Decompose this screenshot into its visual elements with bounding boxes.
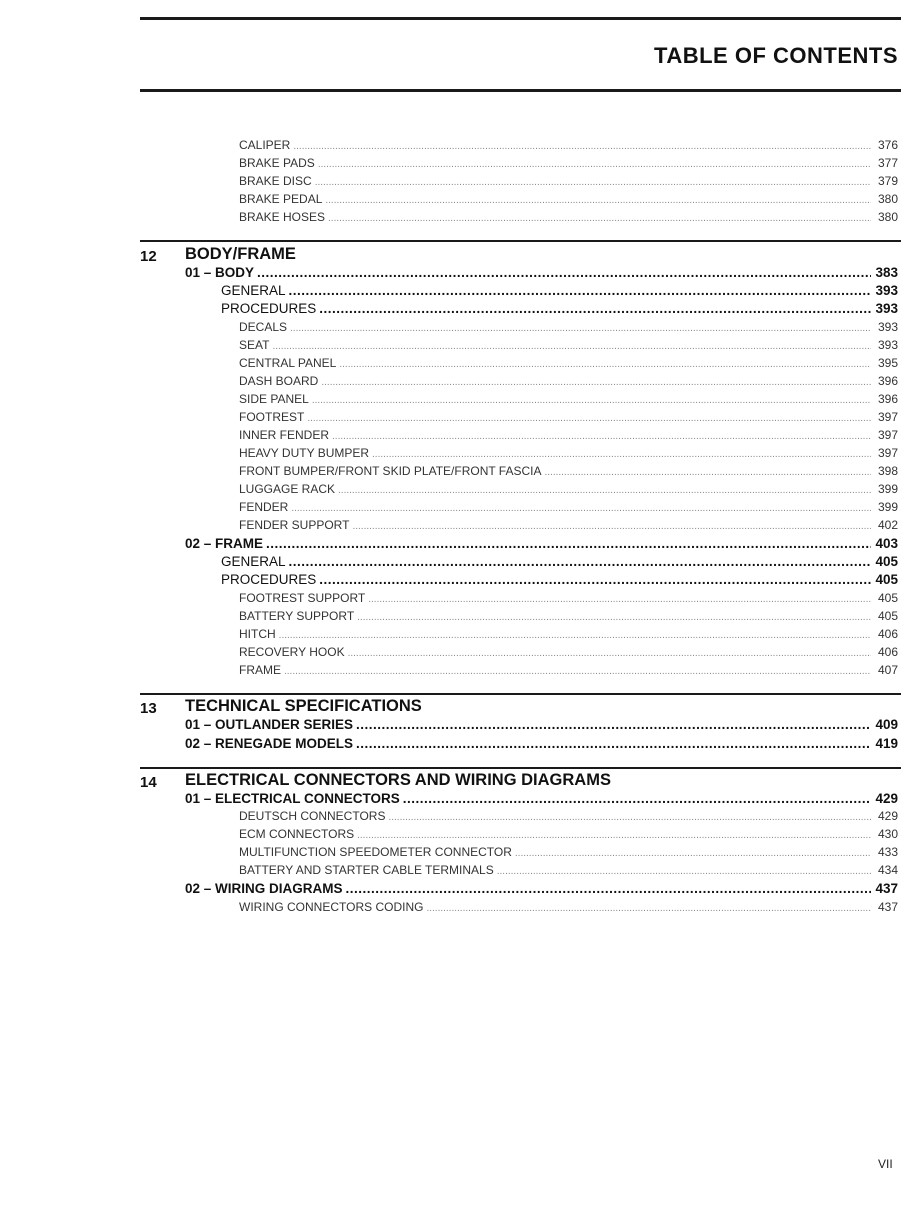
leader-dots	[515, 848, 871, 859]
toc-entry-page: 433	[877, 845, 898, 859]
toc-entry[interactable]	[239, 863, 898, 881]
leader-dots	[339, 359, 871, 370]
leader-dots	[357, 612, 871, 623]
toc-entry-page: 405	[875, 572, 898, 587]
leader-dots	[544, 467, 871, 478]
toc-entry-page: 399	[877, 482, 898, 496]
toc-entry-label: DECALS	[239, 320, 288, 334]
section-number: 14	[140, 774, 157, 791]
toc-entry-label: CALIPER	[239, 138, 291, 152]
header-rule-bottom	[140, 89, 901, 92]
toc-entry-page: 380	[877, 210, 898, 224]
toc-entry-page: 376	[877, 138, 898, 152]
leader-dots	[388, 812, 871, 823]
toc-entry-label: PROCEDURES	[221, 301, 317, 316]
toc-subsection[interactable]	[221, 283, 898, 301]
toc-entry[interactable]	[239, 156, 898, 174]
leader-dots	[289, 283, 871, 298]
toc-entry-page: 393	[875, 283, 898, 298]
section-number: 13	[140, 700, 157, 717]
header-rule-top	[140, 17, 901, 20]
toc-entry-page: 402	[877, 518, 898, 532]
toc-chapter[interactable]	[185, 736, 898, 754]
toc-entry-page: 407	[877, 663, 898, 677]
toc-entry-label: CENTRAL PANEL	[239, 356, 337, 370]
toc-subsection[interactable]	[221, 572, 898, 590]
section-number: 12	[140, 248, 157, 265]
leader-dots	[497, 866, 871, 877]
toc-entry-label: MULTIFUNCTION SPEEDOMETER CONNECTOR	[239, 845, 512, 859]
toc-entry-label: FENDER	[239, 500, 289, 514]
toc-entry-label: ECM CONNECTORS	[239, 827, 355, 841]
toc-entry-page: 383	[875, 265, 898, 280]
toc-entry[interactable]	[239, 482, 898, 500]
toc-entry[interactable]	[239, 138, 898, 156]
leader-dots	[356, 736, 871, 751]
toc-entry-label: BATTERY AND STARTER CABLE TERMINALS	[239, 863, 494, 877]
toc-chapter[interactable]	[185, 791, 898, 809]
leader-dots	[291, 503, 871, 514]
leader-dots	[321, 377, 871, 388]
section-rule	[140, 767, 901, 769]
toc-chapter[interactable]	[185, 265, 898, 283]
section-title: BODY/FRAME	[185, 245, 296, 263]
toc-entry-page: 405	[877, 591, 898, 605]
toc-entry-label: RECOVERY HOOK	[239, 645, 345, 659]
toc-chapter[interactable]	[185, 881, 898, 899]
section-rule	[140, 240, 901, 242]
leader-dots	[307, 413, 871, 424]
leader-dots	[257, 265, 871, 280]
toc-entry[interactable]	[239, 845, 898, 863]
toc-entry-page: 437	[877, 900, 898, 914]
section-title: TECHNICAL SPECIFICATIONS	[185, 697, 422, 715]
leader-dots	[356, 717, 871, 732]
toc-entry-page: 380	[877, 192, 898, 206]
toc-entry-page: 405	[875, 554, 898, 569]
toc-entry-label: GENERAL	[221, 554, 286, 569]
toc-entry-page: 405	[877, 609, 898, 623]
toc-entry[interactable]	[239, 900, 898, 918]
toc-entry[interactable]	[239, 645, 898, 663]
toc-entry-page: 393	[877, 338, 898, 352]
toc-entry[interactable]	[239, 663, 898, 681]
toc-entry-page: 396	[877, 392, 898, 406]
leader-dots	[426, 903, 871, 914]
toc-entry-page: 393	[875, 301, 898, 316]
leader-dots	[289, 554, 871, 569]
toc-entry-label: INNER FENDER	[239, 428, 330, 442]
toc-entry-page: 397	[877, 446, 898, 460]
toc-entry-label: SEAT	[239, 338, 270, 352]
leader-dots	[348, 648, 871, 659]
leader-dots	[403, 791, 871, 806]
toc-entry-label: HITCH	[239, 627, 276, 641]
page-number: VII	[878, 1157, 893, 1171]
toc-entry[interactable]	[239, 446, 898, 464]
toc-entry-label: DEUTSCH CONNECTORS	[239, 809, 386, 823]
toc-entry-page: 437	[875, 881, 898, 896]
toc-entry-page: 396	[877, 374, 898, 388]
toc-entry[interactable]	[239, 356, 898, 374]
toc-entry-page: 379	[877, 174, 898, 188]
toc-entry-label: 02 – FRAME	[185, 536, 264, 551]
leader-dots	[290, 323, 871, 334]
leader-dots	[325, 195, 871, 206]
toc-entry[interactable]	[239, 609, 898, 627]
toc-subsection[interactable]	[221, 554, 898, 572]
toc-entry-page: 429	[877, 809, 898, 823]
toc-entry-page: 397	[877, 410, 898, 424]
toc-entry-page: 403	[875, 536, 898, 551]
toc-subsection[interactable]	[221, 301, 898, 319]
leader-dots	[338, 485, 871, 496]
leader-dots	[284, 666, 871, 677]
toc-entry-page: 393	[877, 320, 898, 334]
toc-entry-label: BRAKE DISC	[239, 174, 312, 188]
toc-entry-label: FENDER SUPPORT	[239, 518, 350, 532]
leader-dots	[319, 572, 871, 587]
leader-dots	[319, 301, 871, 316]
toc-entry[interactable]	[239, 392, 898, 410]
toc-chapter[interactable]	[185, 717, 898, 735]
toc-entry-label: BRAKE PEDAL	[239, 192, 323, 206]
toc-entry[interactable]	[239, 627, 898, 645]
toc-entry-label: BRAKE HOSES	[239, 210, 326, 224]
toc-entry-label: PROCEDURES	[221, 572, 317, 587]
toc-entry-label: FRAME	[239, 663, 281, 677]
toc-entry-page: 406	[877, 627, 898, 641]
toc-entry[interactable]	[239, 591, 898, 609]
toc-entry[interactable]	[239, 500, 898, 518]
toc-entry[interactable]	[239, 210, 898, 228]
leader-dots	[357, 830, 871, 841]
toc-entry-label: BATTERY SUPPORT	[239, 609, 355, 623]
toc-entry-label: BRAKE PADS	[239, 156, 315, 170]
toc-entry-label: SIDE PANEL	[239, 392, 309, 406]
leader-dots	[332, 431, 871, 442]
toc-entry[interactable]	[239, 518, 898, 536]
toc-entry-label: WIRING CONNECTORS CODING	[239, 900, 424, 914]
toc-chapter[interactable]	[185, 536, 898, 554]
toc-entry[interactable]	[239, 827, 898, 845]
toc-entry[interactable]	[239, 374, 898, 392]
toc-entry-label: FRONT BUMPER/FRONT SKID PLATE/FRONT FASCIA	[239, 464, 542, 478]
toc-entry-page: 409	[875, 717, 898, 732]
toc-entry[interactable]	[239, 174, 898, 192]
leader-dots	[279, 630, 871, 641]
toc-entry-page: 429	[875, 791, 898, 806]
toc-entry[interactable]	[239, 338, 898, 356]
toc-entry-page: 399	[877, 500, 898, 514]
toc-entry-label: FOOTREST	[239, 410, 305, 424]
toc-entry-page: 406	[877, 645, 898, 659]
toc-entry-page: 397	[877, 428, 898, 442]
toc-entry-page: 434	[877, 863, 898, 877]
toc-entry-label: 01 – BODY	[185, 265, 255, 280]
toc-entry-label: FOOTREST SUPPORT	[239, 591, 366, 605]
toc-entry-label: DASH BOARD	[239, 374, 319, 388]
toc-entry-page: 377	[877, 156, 898, 170]
toc-entry-label: 02 – RENEGADE MODELS	[185, 736, 354, 751]
toc-entry[interactable]	[239, 428, 898, 446]
leader-dots	[368, 594, 871, 605]
toc-entry-page: 398	[877, 464, 898, 478]
leader-dots	[346, 881, 871, 896]
toc-entry-label: HEAVY DUTY BUMPER	[239, 446, 370, 460]
toc-entry[interactable]	[239, 192, 898, 210]
leader-dots	[318, 159, 871, 170]
page-title: TABLE OF CONTENTS	[654, 43, 898, 68]
leader-dots	[372, 449, 871, 460]
toc-entry[interactable]	[239, 809, 898, 827]
leader-dots	[266, 536, 871, 551]
toc-entry[interactable]	[239, 410, 898, 428]
leader-dots	[315, 177, 871, 188]
toc-entry[interactable]	[239, 320, 898, 338]
leader-dots	[352, 521, 871, 532]
toc-entry[interactable]	[239, 464, 898, 482]
toc-entry-label: GENERAL	[221, 283, 286, 298]
section-title: ELECTRICAL CONNECTORS AND WIRING DIAGRAMS	[185, 771, 611, 789]
toc-entry-page: 419	[875, 736, 898, 751]
toc-entry-label: 02 – WIRING DIAGRAMS	[185, 881, 343, 896]
leader-dots	[328, 213, 871, 224]
leader-dots	[312, 395, 871, 406]
toc-entry-label: 01 – OUTLANDER SERIES	[185, 717, 354, 732]
toc-entry-label: 01 – ELECTRICAL CONNECTORS	[185, 791, 400, 806]
leader-dots	[293, 141, 871, 152]
toc-entry-page: 430	[877, 827, 898, 841]
section-rule	[140, 693, 901, 695]
toc-entry-page: 395	[877, 356, 898, 370]
leader-dots	[272, 341, 871, 352]
toc-entry-label: LUGGAGE RACK	[239, 482, 336, 496]
